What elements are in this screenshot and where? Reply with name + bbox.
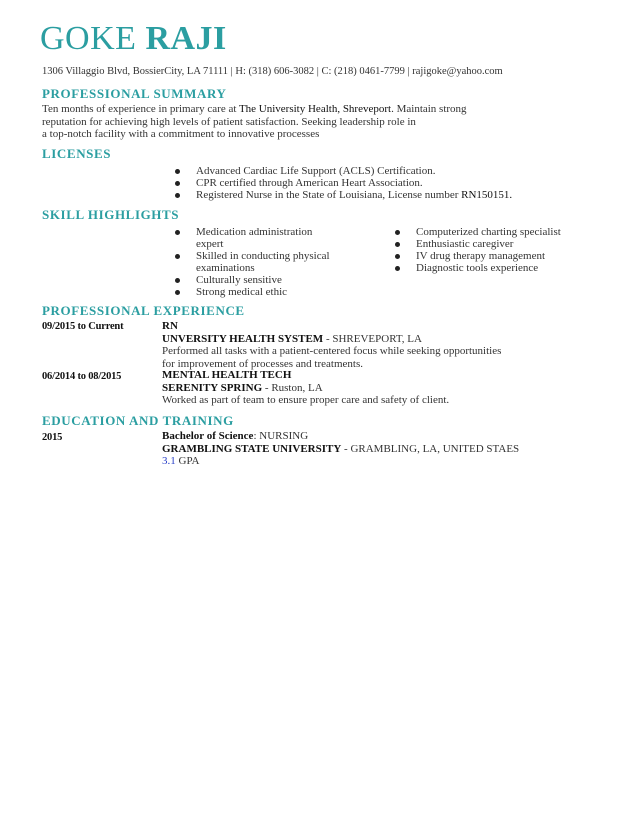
summary-org: The University Health, Shreveport: [238, 103, 392, 115]
experience-heading: PROFESSIONAL EXPERIENCE: [42, 303, 245, 318]
skill-item: [175, 226, 375, 250]
job-description-cont: for improvement of processes and treatments.: [162, 357, 363, 370]
job-description: Performed all tasks with a patient-centered focus while seeking opportunities: [162, 345, 502, 357]
degree-field: : NURSING: [253, 430, 309, 442]
skill-item: [175, 274, 375, 286]
school-location: - GRAMBLING, LA, UNITED STAES: [341, 442, 520, 455]
summary-line-3: a top-notch facility with a commitment to innovative processes: [42, 128, 320, 140]
license-item: Advanced Cardiac Life Support (ACLS) Certification.: [175, 165, 595, 177]
gpa-value: 3.1: [162, 455, 176, 467]
degree-line: [162, 430, 602, 443]
skills-left-list: [175, 226, 375, 298]
summary-heading: PROFESSIONAL SUMMARY: [42, 86, 227, 101]
school-line: [162, 443, 602, 456]
license-item-text: Registered Nurse in the State of Louisiana, License number: [196, 189, 462, 201]
contact-info: 1306 Villaggio Blvd, BossierCity, LA 71111 | H: (318) 606-3082 | C: (218) 0461-7799 | rajigoke@yahoo.com: [42, 66, 503, 77]
summary-line-1-end: . Maintain strong: [391, 103, 467, 115]
job-entry: [162, 369, 602, 407]
job-location: - Ruston, LA: [262, 381, 323, 394]
job-title: RN: [162, 320, 178, 332]
licenses-heading: LICENSES: [42, 146, 112, 161]
education-year: 2015: [42, 432, 63, 443]
skills-right-list: [395, 226, 595, 274]
job-employer-line: [162, 333, 602, 346]
skill-item: Diagnostic tools experience: [395, 262, 595, 274]
skill-text-cont: examinations: [196, 262, 255, 274]
skills-heading: SKILL HIGHLIGHTS: [42, 207, 180, 222]
skill-text: Medication administration: [196, 226, 313, 238]
job-title: MENTAL HEALTH TECH: [162, 369, 292, 381]
summary-line-2: reputation for achieving high levels of patient satisfaction. Seeking leadership role in: [42, 115, 416, 128]
job-employer-line: [162, 382, 602, 395]
resume-name: [40, 22, 227, 56]
skill-text: Skilled in conducting physical: [196, 250, 330, 262]
education-heading: EDUCATION AND TRAINING: [42, 413, 234, 428]
job-description: Worked as part of team to ensure proper care and safety of client.: [162, 394, 450, 406]
summary-line-1-start: Ten months of experience in primary care at: [42, 103, 239, 115]
degree-label: Bachelor of Science: [162, 430, 254, 442]
job-entry: [162, 320, 602, 370]
skill-item: Computerized charting specialist: [395, 226, 595, 238]
education-entry: [162, 430, 602, 468]
job-employer: SERENITY SPRING: [162, 381, 263, 394]
skill-item: IV drug therapy management: [395, 250, 595, 262]
job-location: - SHREVEPORT, LA: [323, 332, 422, 345]
last-name: RAJI: [145, 20, 227, 57]
licenses-list: [175, 165, 595, 201]
license-number: RN150151.: [461, 189, 513, 201]
license-item: [175, 189, 595, 201]
job-dates: 06/2014 to 08/2015: [42, 371, 122, 382]
job-dates: 09/2015 to Current: [42, 321, 124, 332]
first-name: GOKE: [40, 20, 137, 57]
summary-line-1: [42, 103, 602, 116]
skill-text-cont: expert: [196, 238, 224, 250]
school-name: GRAMBLING STATE UNIVERSITY: [162, 442, 342, 455]
gpa-label: GPA: [175, 455, 200, 467]
skill-item: Enthusiastic caregiver: [395, 238, 595, 250]
skill-item: [175, 250, 375, 274]
job-employer: UNVERSITY HEALTH SYSTEM: [162, 332, 324, 345]
skill-text: Culturally sensitive: [196, 274, 282, 286]
summary-text: [42, 103, 602, 141]
license-item: CPR certified through American Heart Association.: [175, 177, 595, 189]
skill-item: [175, 286, 375, 298]
gpa-line: [162, 455, 602, 468]
skill-text: Strong medical ethic: [196, 286, 288, 298]
